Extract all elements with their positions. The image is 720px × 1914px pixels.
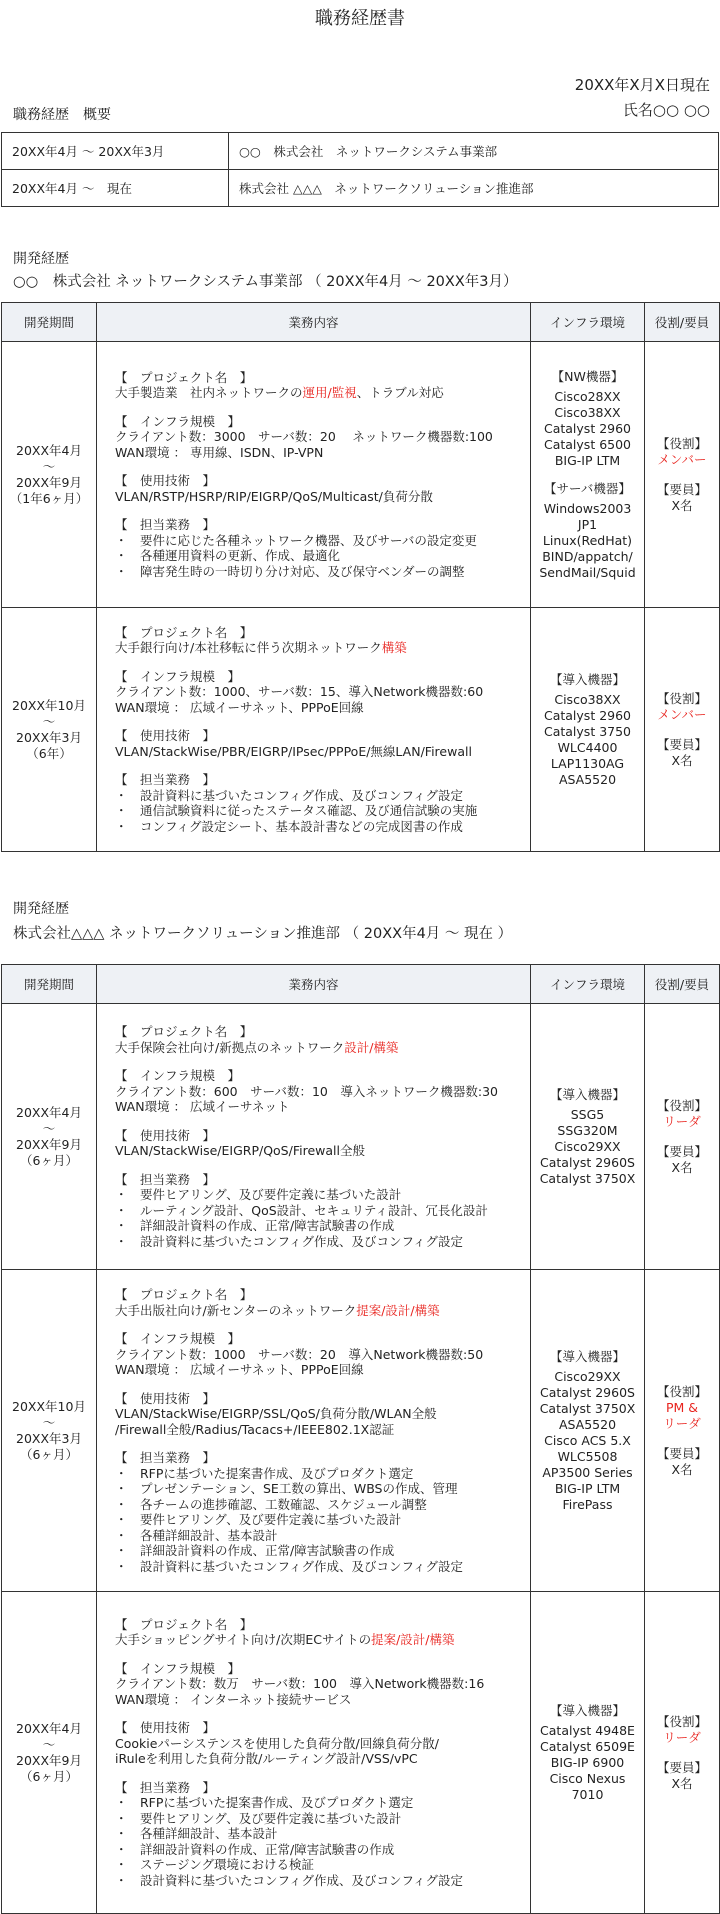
- period-line: （1年6ヶ月）: [9, 490, 89, 506]
- infra-scale-label: 【 インフラ規模 】: [115, 1660, 241, 1676]
- period-line: 20XX年3月: [16, 1430, 82, 1446]
- column-header-role: 役割/要員: [645, 303, 720, 342]
- project-name-block: [115, 625, 524, 656]
- infra-item: Cisco29XX: [554, 1368, 621, 1384]
- infra-scale-line: WAN環境 ： 専用線、ISDN、IP-VPN: [115, 444, 324, 460]
- infra-item: Catalyst 4948E: [540, 1722, 635, 1738]
- duties-line: ・ 通信試験資料に従ったステータス確認、及び通信試験の実施: [115, 803, 478, 819]
- duties-block: [115, 1450, 524, 1574]
- project-content: [97, 1592, 531, 1914]
- duties-block: [115, 1172, 524, 1250]
- technologies-line: Cookieパーシステンスを使用した負荷分散/回線負荷分散/: [115, 1735, 439, 1751]
- technologies-block: [115, 473, 524, 504]
- infra-item: 7010: [571, 1786, 604, 1802]
- project-name: [115, 385, 524, 401]
- summary-period: 20XX年4月 ～ 現在: [2, 170, 229, 207]
- period-line: 20XX年4月: [16, 1720, 82, 1736]
- role-spacer: [646, 1746, 718, 1760]
- project-content: [97, 1004, 531, 1270]
- project-role: [645, 1004, 720, 1270]
- role-label: 【役割】: [656, 1097, 707, 1113]
- period-line: 20XX年9月: [16, 474, 82, 490]
- role-value: リーダ: [663, 1729, 701, 1745]
- infra-item: SSG320M: [557, 1122, 618, 1138]
- project-role: [645, 342, 720, 608]
- staff-label: 【要員】: [656, 1445, 707, 1461]
- section-2-label: 開発経歴: [13, 901, 69, 917]
- project-name-block: [115, 1617, 524, 1648]
- project-infra: [531, 1004, 645, 1270]
- period-line: （6ヶ月）: [20, 1446, 78, 1462]
- duties-line: ・ 設計資料に基づいたコンフィグ作成、及びコンフィグ設定: [115, 1872, 464, 1888]
- table-header-row: [2, 965, 720, 1004]
- duties-line: ・ RFPに基づいた提案書作成、及びプロダクト選定: [115, 1795, 414, 1811]
- section-2-org: 株式会社△△△ ネットワークソリューション推進部 （ 20XX年4月 ～ 現在 ）: [13, 926, 513, 942]
- project-content: [97, 1270, 531, 1592]
- project-scope-highlight: 構築: [381, 640, 407, 656]
- technologies-block: [115, 1720, 524, 1767]
- technologies-label: 【 使用技術 】: [115, 1390, 216, 1406]
- section-1-org: ○○ 株式会社 ネットワークシステム事業部 （ 20XX年4月 ～ 20XX年3月）: [13, 274, 518, 290]
- project-row: [2, 1004, 720, 1270]
- infra-item: Catalyst 2960: [543, 707, 632, 723]
- duties-line: ・ 要件ヒアリング、及び要件定義に基づいた設計: [115, 1810, 402, 1826]
- infra-scale-line: WAN環境 ： 広域イーサネット: [115, 1099, 290, 1114]
- role-label: 【役割】: [656, 1383, 707, 1399]
- project-period: [2, 1004, 97, 1270]
- project-infra: [531, 608, 645, 852]
- duties-line: ・ 詳細設計資料の作成、正常/障害試験書の作成: [115, 1543, 395, 1558]
- period-line: ～: [42, 458, 56, 474]
- infra-item: SSG5: [570, 1106, 605, 1122]
- infra-scale-line: クライアント数：3000 サーバ数：20 ネットワーク機器数:100: [115, 429, 493, 445]
- project-content: [97, 342, 531, 608]
- project-row: [2, 608, 720, 852]
- infra-item: Windows2003: [543, 500, 632, 516]
- project-name-label: 【 プロジェクト名 】: [115, 1616, 253, 1632]
- project-row: [2, 1270, 720, 1592]
- infra-item: Cisco29XX: [554, 1138, 621, 1154]
- column-header-content: 業務内容: [97, 965, 531, 1004]
- staff-count: X名: [671, 1461, 693, 1477]
- infra-item: LAP1130AG: [550, 755, 625, 771]
- project-role: [645, 1592, 720, 1914]
- infra-scale-line: WAN環境 ： 広域イーサネット、PPPoE回線: [115, 1362, 364, 1377]
- staff-label: 【要員】: [656, 736, 707, 752]
- project-name-block: [115, 1024, 524, 1055]
- staff-label: 【要員】: [656, 481, 707, 497]
- role-spacer: [646, 468, 718, 482]
- project-scope-highlight: 提案/設計/構築: [356, 1302, 440, 1318]
- staff-count: X名: [671, 497, 693, 513]
- infra-scale-block: [115, 414, 524, 461]
- project-name-label: 【 プロジェクト名 】: [115, 369, 253, 385]
- document-title: 職務経歴書: [315, 8, 405, 29]
- role-value: リーダ: [663, 1415, 701, 1431]
- project-name: [115, 640, 524, 656]
- infra-scale-line: WAN環境 ： インターネット接続サービス: [115, 1691, 352, 1707]
- infra-item: BIG-IP LTM: [554, 1480, 621, 1496]
- role-label: 【役割】: [656, 690, 707, 706]
- infra-item: Cisco38XX: [554, 404, 621, 420]
- infra-item: Catalyst 6509E: [540, 1738, 635, 1754]
- project-name: [115, 1040, 524, 1056]
- role-label: 【役割】: [656, 435, 707, 451]
- summary-org: ○○ 株式会社 ネットワークシステム事業部: [229, 133, 719, 170]
- project-role: [645, 608, 720, 852]
- period-line: 20XX年10月: [12, 697, 86, 713]
- duties-label: 【 担当業務 】: [115, 1779, 216, 1795]
- period-line: 20XX年10月: [12, 1398, 86, 1414]
- infra-spacer: [532, 469, 643, 481]
- duties-line: ・ 各種詳細設計、基本設計: [115, 1826, 278, 1842]
- role-label: 【役割】: [656, 1713, 707, 1729]
- project-table-2: [1, 964, 720, 1914]
- project-name-block: [115, 1287, 524, 1318]
- document-date: 20XX年X月X日現在: [574, 76, 710, 94]
- role-value: メンバー: [657, 451, 707, 467]
- project-name-text: 大手保険会社向け/新拠点のネットワーク: [115, 1039, 345, 1055]
- infra-item: Cisco38XX: [554, 691, 621, 707]
- technologies-label: 【 使用技術 】: [115, 728, 216, 744]
- infra-scale-label: 【 インフラ規模 】: [115, 1331, 241, 1346]
- project-row: [2, 342, 720, 608]
- project-infra: [531, 1592, 645, 1914]
- infra-item: ASA5520: [558, 771, 617, 787]
- period-line: ～: [42, 1120, 56, 1136]
- column-header-content: 業務内容: [97, 303, 531, 342]
- infra-item: Catalyst 2960S: [540, 1384, 635, 1400]
- infra-item: BIG-IP LTM: [554, 452, 621, 468]
- career-summary-table: [1, 132, 719, 207]
- project-period: [2, 1270, 97, 1592]
- staff-label: 【要員】: [656, 1759, 707, 1775]
- infra-scale-line: クライアント数：1000、サーバ数：15、導入Network機器数:60: [115, 684, 484, 700]
- role-value: リーダ: [663, 1113, 701, 1129]
- infra-scale-label: 【 インフラ規模 】: [115, 413, 241, 429]
- project-name-label: 【 プロジェクト名 】: [115, 1287, 253, 1302]
- project-name-block: [115, 370, 524, 401]
- staff-label: 【要員】: [656, 1143, 707, 1159]
- infra-item: WLC4400: [557, 739, 618, 755]
- project-infra: [531, 1270, 645, 1592]
- section-1-label: 開発経歴: [13, 251, 69, 267]
- duties-label: 【 担当業務 】: [115, 772, 216, 788]
- column-header-period: 開発期間: [2, 303, 97, 342]
- project-name-label: 【 プロジェクト名 】: [115, 1024, 253, 1039]
- role-spacer: [646, 1130, 718, 1144]
- duties-label: 【 担当業務 】: [115, 517, 216, 533]
- technologies-block: [115, 1391, 524, 1438]
- infra-scale-label: 【 インフラ規模 】: [115, 1068, 241, 1083]
- project-period: [2, 608, 97, 852]
- infra-item: BIG-IP 6900: [550, 1754, 625, 1770]
- duties-line: ・ ステージング環境における検証: [115, 1857, 314, 1873]
- duties-line: ・ プレゼンテーション、SE工数の算出、WBSの作成、管理: [115, 1481, 458, 1496]
- duties-line: ・ コンフィグ設定シート、基本設計書などの完成図書の作成: [115, 818, 463, 834]
- infra-item: Catalyst 3750: [543, 723, 632, 739]
- duties-line: ・ 要件ヒアリング、及び要件定義に基づいた設計: [115, 1512, 402, 1527]
- duties-line: ・ 各種運用資料の更新、作成、最適化: [115, 548, 341, 564]
- summary-row: [2, 133, 719, 170]
- duties-line: ・ 詳細設計資料の作成、正常/障害試験書の作成: [115, 1841, 395, 1857]
- period-line: ～: [42, 1736, 56, 1752]
- duties-block: [115, 772, 524, 834]
- duties-line: ・ 設計資料に基づいたコンフィグ作成、及びコンフィグ設定: [115, 1558, 464, 1574]
- project-scope-highlight: 設計/構築: [344, 1039, 399, 1055]
- technologies-line: iRuleを利用した負荷分散/ルーティング設計/VSS/vPC: [115, 1751, 418, 1767]
- project-name-text: 大手製造業 社内ネットワークの: [115, 385, 303, 401]
- duties-line: ・ 要件に応じた各種ネットワーク機器、及びサーバの設定変更: [115, 532, 477, 548]
- infra-item: Catalyst 2960: [543, 420, 632, 436]
- role-spacer: [646, 723, 718, 737]
- infra-scale-block: [115, 1331, 524, 1378]
- project-name-text: 大手銀行向け/本社移転に伴う次期ネットワーク: [115, 640, 382, 656]
- duties-label: 【 担当業務 】: [115, 1450, 216, 1465]
- infra-scale-label: 【 インフラ規模 】: [115, 668, 241, 684]
- role-value: メンバー: [657, 706, 707, 722]
- duties-line: ・ ルーティング設計、QoS設計、セキュリティ設計、冗長化設計: [115, 1202, 488, 1218]
- staff-count: X名: [671, 752, 693, 768]
- column-header-infra: インフラ環境: [531, 303, 645, 342]
- duties-line: ・ 設計資料に基づいたコンフィグ作成、及びコンフィグ設定: [115, 787, 464, 803]
- infra-group-heading: 【導入機器】: [549, 1348, 625, 1364]
- technologies-label: 【 使用技術 】: [115, 1127, 216, 1143]
- infra-scale-line: WAN環境 ： 広域イーサネット、PPPoE回線: [115, 699, 364, 715]
- role-value: PM &: [665, 1399, 699, 1415]
- duties-line: ・ 各チームの進捗確認、工数確認、スケジュール調整: [115, 1496, 427, 1512]
- technologies-label: 【 使用技術 】: [115, 1720, 216, 1736]
- duties-line: ・ 要件ヒアリング、及び要件定義に基づいた設計: [115, 1187, 402, 1202]
- staff-count: X名: [671, 1775, 693, 1791]
- table-header-row: [2, 303, 720, 342]
- infra-item: Cisco ACS 5.X: [544, 1432, 631, 1448]
- infra-group-heading: 【導入機器】: [549, 671, 625, 687]
- technologies-line: VLAN/StackWise/EIGRP/SSL/QoS/負荷分散/WLAN全般: [115, 1406, 437, 1421]
- role-spacer: [646, 1432, 718, 1446]
- duties-line: ・ 各種詳細設計、基本設計: [115, 1527, 278, 1543]
- infra-item: Catalyst 3750X: [539, 1170, 636, 1186]
- infra-scale-line: クライアント数：1000 サーバ数：20 導入Network機器数:50: [115, 1346, 484, 1362]
- infra-item: Cisco28XX: [554, 388, 621, 404]
- duties-line: ・ 詳細設計資料の作成、正常/障害試験書の作成: [115, 1218, 395, 1233]
- infra-item: WLC5508: [557, 1448, 618, 1464]
- duties-line: ・ 障害発生時の一時切り分け対応、及び保守ベンダーの調整: [115, 563, 465, 579]
- project-name-text: 大手ショッピングサイト向け/次期ECサイトの: [115, 1632, 372, 1648]
- summary-org: 株式会社 △△△ ネットワークソリューション推進部: [229, 170, 719, 207]
- project-name-label: 【 プロジェクト名 】: [115, 624, 253, 640]
- infra-item: Cisco Nexus: [549, 1770, 626, 1786]
- infra-item: SendMail/Squid: [539, 564, 636, 580]
- infra-group-heading: 【NW機器】: [551, 368, 624, 384]
- column-header-role: 役割/要員: [645, 965, 720, 1004]
- period-line: 20XX年9月: [16, 1136, 82, 1152]
- project-name-suffix: 、トラブル対応: [356, 385, 444, 401]
- summary-period: 20XX年4月 ～ 20XX年3月: [2, 133, 229, 170]
- period-line: （6ヶ月）: [20, 1768, 78, 1784]
- period-line: （6年）: [26, 745, 72, 761]
- infra-item: FirePass: [562, 1496, 613, 1512]
- applicant-name: 氏名○○ ○○: [622, 101, 710, 119]
- overview-heading: 職務経歴 概要: [13, 107, 111, 123]
- period-line: 20XX年4月: [16, 442, 82, 458]
- infra-group-heading: 【導入機器】: [549, 1086, 625, 1102]
- infra-scale-block: [115, 1068, 524, 1115]
- duties-block: [115, 1780, 524, 1889]
- period-line: ～: [42, 1414, 56, 1430]
- column-header-period: 開発期間: [2, 965, 97, 1004]
- infra-item: BIND/appatch/: [542, 548, 633, 564]
- column-header-infra: インフラ環境: [531, 965, 645, 1004]
- period-line: 20XX年3月: [16, 729, 82, 745]
- project-name-text: 大手出版社向け/新センターのネットワーク: [115, 1302, 357, 1318]
- infra-item: ASA5520: [558, 1416, 617, 1432]
- technologies-line: VLAN/StackWise/PBR/EIGRP/IPsec/PPPoE/無線LAN/Firewall: [115, 743, 472, 759]
- project-table-1: [1, 302, 720, 852]
- infra-group-heading: 【サーバ機器】: [544, 480, 631, 496]
- infra-item: Catalyst 6500: [543, 436, 632, 452]
- staff-count: X名: [671, 1159, 693, 1175]
- duties-line: ・ 設計資料に基づいたコンフィグ作成、及びコンフィグ設定: [115, 1233, 464, 1249]
- technologies-line: VLAN/RSTP/HSRP/RIP/EIGRP/QoS/Multicast/負荷分散: [115, 488, 433, 504]
- technologies-block: [115, 728, 524, 759]
- project-content: [97, 608, 531, 852]
- period-line: 20XX年9月: [16, 1752, 82, 1768]
- project-period: [2, 1592, 97, 1914]
- infra-scale-line: クライアント数：600 サーバ数：10 導入ネットワーク機器数:30: [115, 1083, 499, 1099]
- infra-item: Catalyst 2960S: [540, 1154, 635, 1170]
- duties-label: 【 担当業務 】: [115, 1171, 216, 1187]
- infra-scale-block: [115, 669, 524, 716]
- infra-group-heading: 【導入機器】: [549, 1702, 625, 1718]
- technologies-line: /Firewall全般/Radius/Tacacs+/IEEE802.1X認証: [115, 1421, 395, 1437]
- period-line: ～: [42, 713, 56, 729]
- project-scope-highlight: 提案/設計/構築: [371, 1632, 455, 1648]
- technologies-block: [115, 1128, 524, 1159]
- period-line: （6ヶ月）: [20, 1152, 78, 1168]
- duties-line: ・ RFPに基づいた提案書作成、及びプロダクト選定: [115, 1465, 414, 1481]
- infra-item: JP1: [577, 516, 598, 532]
- project-role: [645, 1270, 720, 1592]
- project-name: [115, 1303, 524, 1319]
- project-row: [2, 1592, 720, 1914]
- project-period: [2, 342, 97, 608]
- technologies-line: VLAN/StackWise/EIGRP/QoS/Firewall全般: [115, 1143, 365, 1158]
- project-scope-highlight: 運用/監視: [302, 385, 357, 401]
- summary-row: [2, 170, 719, 207]
- infra-scale-line: クライアント数：数万 サーバ数：100 導入Network機器数:16: [115, 1676, 485, 1692]
- project-infra: [531, 342, 645, 608]
- duties-block: [115, 517, 524, 579]
- project-name: [115, 1632, 524, 1648]
- infra-item: Catalyst 3750X: [539, 1400, 636, 1416]
- infra-item: Linux(RedHat): [542, 532, 633, 548]
- period-line: 20XX年4月: [16, 1104, 82, 1120]
- infra-item: AP3500 Series: [542, 1464, 633, 1480]
- technologies-label: 【 使用技術 】: [115, 473, 216, 489]
- infra-scale-block: [115, 1661, 524, 1708]
